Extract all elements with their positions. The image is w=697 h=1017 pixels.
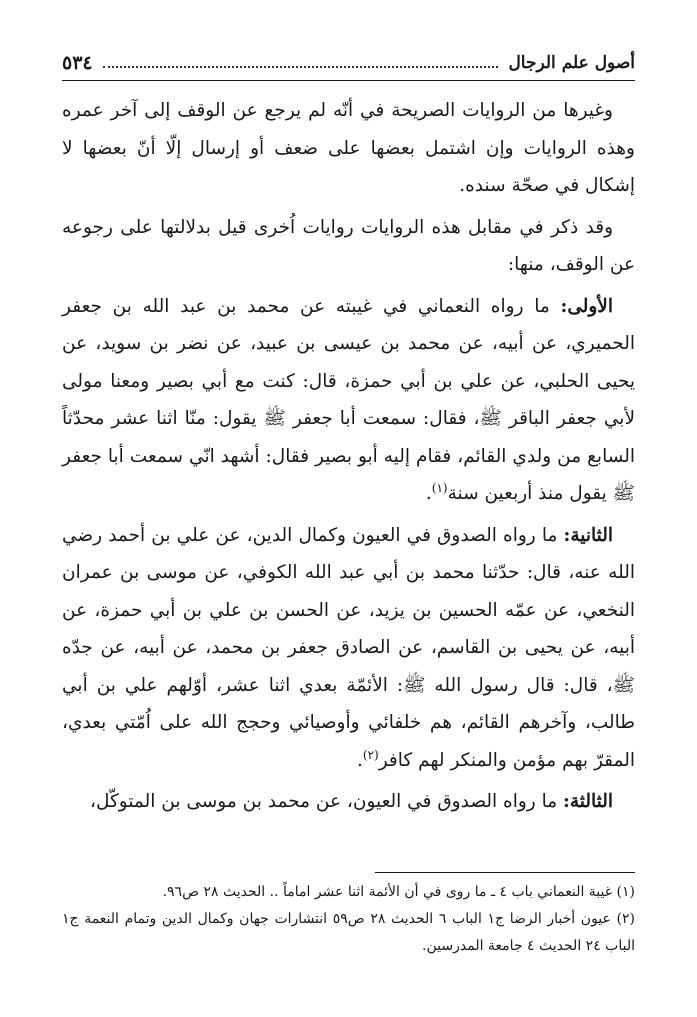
paragraph-1 (62, 92, 635, 205)
header-dot-leader (103, 66, 499, 68)
page-header (62, 46, 635, 81)
paragraph-tail: . (357, 749, 363, 771)
paragraph-text: وغيرها من الروايات الصريحة في أنّه لم يرجع عن الوقف إلى آخر عمره وهذه الروايات وإن اشتمل بعضها على ضعف أو إرسال إلّا أنّ بعضها لا إشكال في صحّة سنده. (62, 100, 635, 196)
page-number: ٥٣٤ (62, 52, 93, 74)
footnote-2: (٢) عيون أخبار الرضا ج١ الباب ٦ الحديث ٢٨ ص٥٩ انتشارات جهان وكمال الدين وتمام النعمة ج١ الباب ٢٤ الحديث ٤ جامعة المدرسين. (62, 911, 635, 954)
narration-lead: الأولى: (560, 295, 613, 317)
paragraph-text: ما رواه الصدوق في العيون وكمال الدين، عن علي بن أحمد رضي الله عنه، قال: حدّثنا محمد بن أبي عبد الله الكوفي، عن موسى بن عمران النخعي، عن عمّه الحسين بن يزيد، عن الحسن بن علي بن أبي حمزة، عن أبيه، عن يحيى بن القاسم، عن الصادق جعفر بن محمد، عن أبيه، عن جدّه ﷺ، قال: قال رسول الله ﷺ: الأئمّة بعدي اثنا عشر، أوّلهم علي بن أبي طالب، وآخرهم القائم، هم خلفائي وأوصيائي وحجج الله على اُمّتي بعدي، المقرّ بهم مؤمن والمنكر لهم كافر (62, 524, 635, 771)
footnote-ref-2: (٢) (362, 747, 379, 762)
paragraph-tail: . (425, 483, 432, 504)
footnote-ref-1: (١) (431, 480, 448, 495)
paragraph-text: ما رواه الصدوق في العيون، عن محمد بن موسى بن المتوكّل، (89, 791, 564, 812)
paragraph-third-narration (62, 783, 635, 821)
main-text (62, 92, 635, 825)
footnote-divider (375, 872, 635, 873)
paragraph-text: ما رواه النعماني في غيبته عن محمد بن عبد الله بن جعفر الحميري، عن أبيه، عن محمد بن عيسى بن عبيد، عن نضر بن سويد، عن يحيى الحلبي، عن علي بن أبي حمزة، قال: كنت مع أبي بصير ومعنا مولى لأبي جعفر الباقر ﷺ، فقال: سمعت أبا جعفر ﷺ يقول: منّا اثنا عشر محدّثاً السابع من ولدي القائم، فقام إليه أبو بصير فقال: أشهد انّي سمعت أبا جعفر ﷺ يقول منذ أربعين سنة (62, 295, 635, 504)
paragraph-second-narration (62, 517, 635, 780)
running-title: أصول علم الرجال (508, 53, 635, 73)
narration-lead: الثالثة: (563, 791, 613, 812)
footnote-1: (١) غيبة النعماني باب ٤ ـ ما روى في أن الأئمة اثنا عشر اماماً .. الحديث ٢٨ ص٩٦. (162, 884, 635, 900)
narration-lead: الثانية: (563, 524, 613, 546)
footnotes (62, 872, 635, 960)
paragraph-first-narration (62, 288, 635, 513)
paragraph-text: وقد ذكر في مقابل هذه الروايات روايات اُخرى قيل بدلالتها على رجوعه عن الوقف، منها: (62, 216, 635, 275)
paragraph-2 (62, 209, 635, 284)
